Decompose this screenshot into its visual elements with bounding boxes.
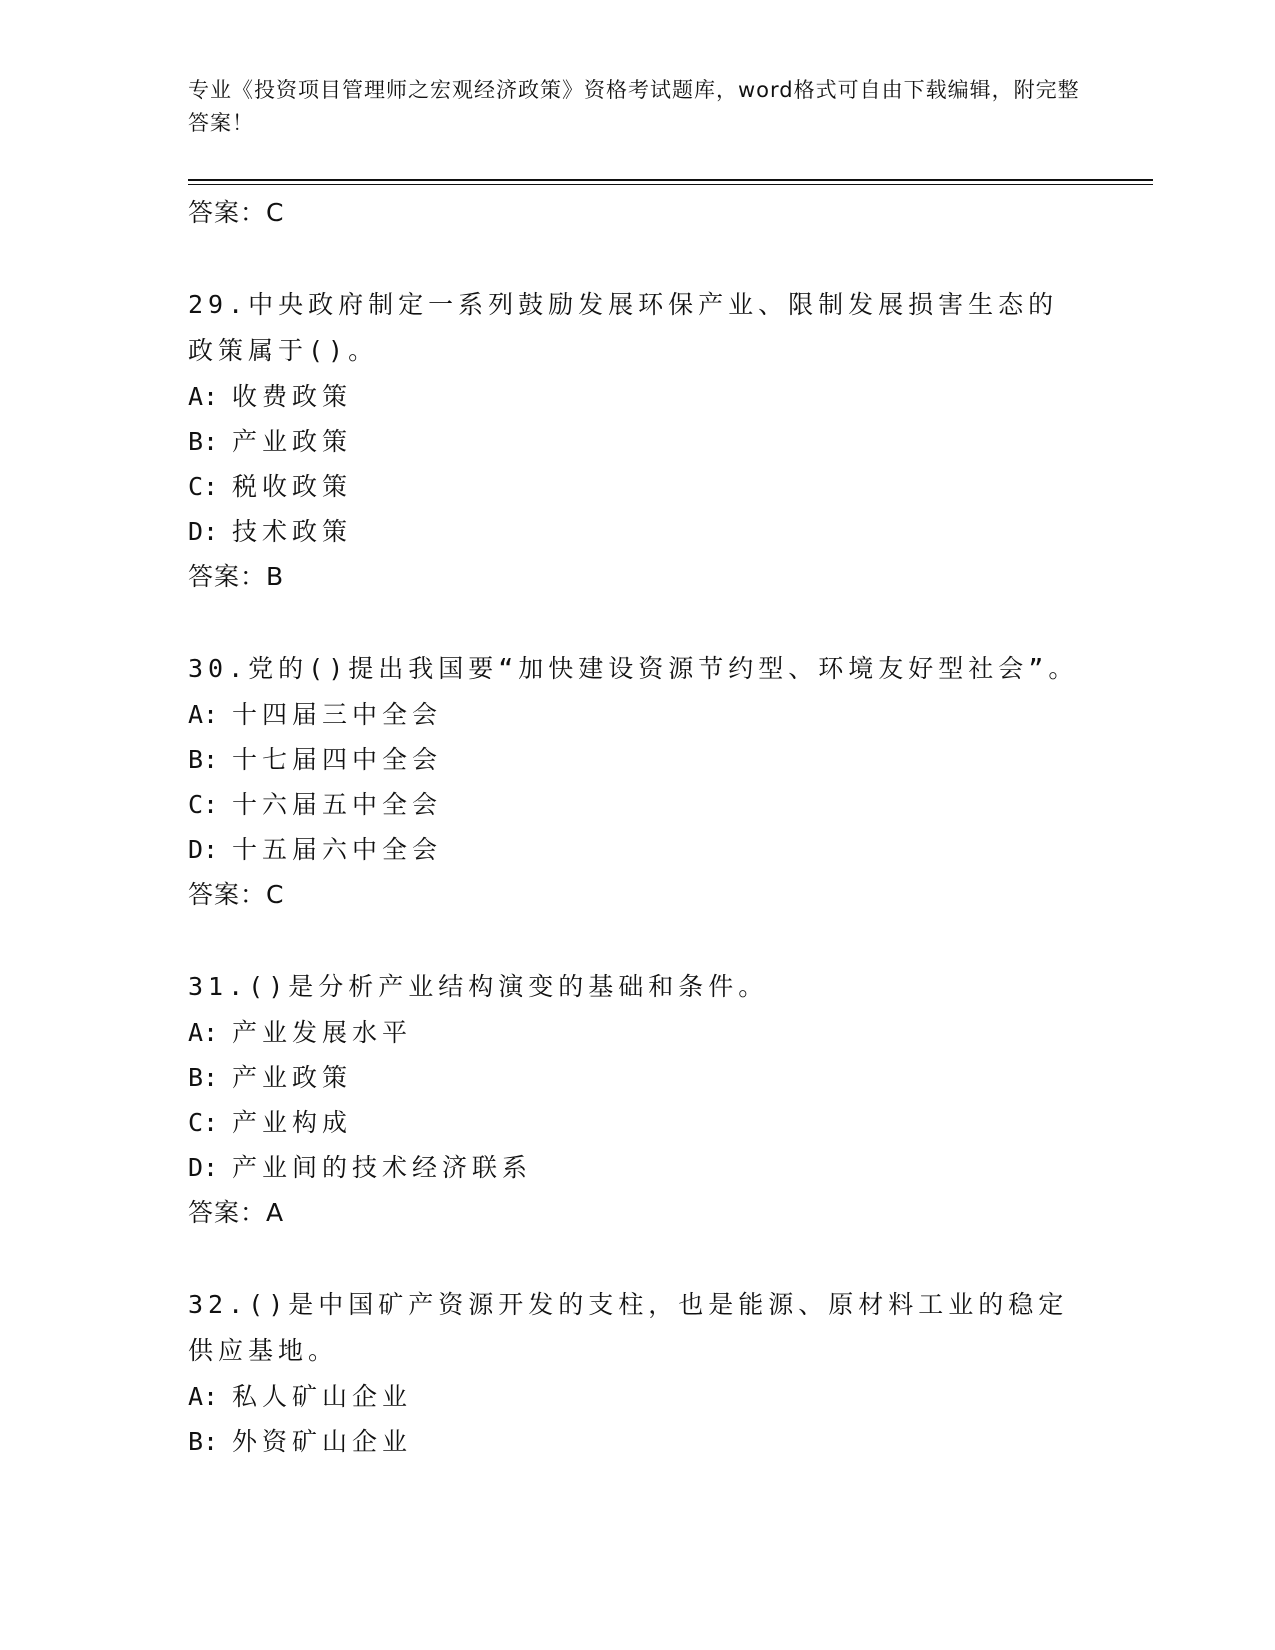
page-header-text: 专业《投资项目管理师之宏观经济政策》资格考试题库，word格式可自由下载编辑，附完整答案！ <box>188 78 1080 135</box>
option-text: 十六届五中全会 <box>232 790 443 819</box>
option-letter: A: <box>188 700 219 729</box>
question-number: 30. <box>188 654 249 683</box>
header-rule-thin <box>188 184 1153 185</box>
answer-value: C <box>266 880 285 909</box>
answer-value: A <box>266 1198 285 1227</box>
option-text: 税收政策 <box>232 472 353 501</box>
answer-line <box>188 1190 1088 1236</box>
option-text: 外资矿山企业 <box>232 1427 413 1456</box>
option-letter: B: <box>188 427 219 456</box>
option-letter: A: <box>188 382 219 411</box>
option-text: 产业发展水平 <box>232 1018 413 1047</box>
question-number: 31. <box>188 972 249 1001</box>
header-rule-thick <box>188 179 1153 181</box>
option-a <box>188 374 1088 419</box>
question-29 <box>188 282 1088 374</box>
option-b <box>188 1419 1088 1464</box>
option-d <box>188 1145 1088 1190</box>
question-text: ()是分析产业结构演变的基础和条件。 <box>248 972 769 1001</box>
answer-value: B <box>266 562 285 591</box>
answer-value: C <box>266 198 285 227</box>
option-b <box>188 1055 1088 1100</box>
question-text: 党的()提出我国要“加快建设资源节约型、环境友好型社会”。 <box>248 654 1079 683</box>
option-c <box>188 1100 1088 1145</box>
option-text: 技术政策 <box>232 517 353 546</box>
option-letter: A: <box>188 1382 219 1411</box>
answer-label: 答案： <box>188 880 267 909</box>
option-letter: C: <box>188 1108 219 1137</box>
option-text: 产业构成 <box>232 1108 353 1137</box>
option-text: 私人矿山企业 <box>232 1382 413 1411</box>
option-text: 产业政策 <box>232 1063 353 1092</box>
question-32 <box>188 1282 1088 1374</box>
answer-label: 答案： <box>188 1198 267 1227</box>
question-text: 中央政府制定一系列鼓励发展环保产业、限制发展损害生态的政策属于()。 <box>188 290 1059 365</box>
option-b <box>188 737 1088 782</box>
question-31 <box>188 964 1088 1010</box>
question-30 <box>188 646 1088 692</box>
option-letter: A: <box>188 1018 219 1047</box>
option-letter: D: <box>188 1153 219 1182</box>
answer-line <box>188 554 1088 600</box>
option-a <box>188 1010 1088 1055</box>
option-d <box>188 827 1088 872</box>
answer-line <box>188 872 1088 918</box>
option-text: 收费政策 <box>232 382 353 411</box>
option-text: 十七届四中全会 <box>232 745 443 774</box>
document-body <box>188 190 1088 1464</box>
option-d <box>188 509 1088 554</box>
option-text: 产业间的技术经济联系 <box>232 1153 533 1182</box>
option-text: 产业政策 <box>232 427 353 456</box>
answer-label: 答案： <box>188 562 267 591</box>
answer-label: 答案： <box>188 198 267 227</box>
option-a <box>188 692 1088 737</box>
option-c <box>188 464 1088 509</box>
question-number: 29. <box>188 290 249 319</box>
option-text: 十五届六中全会 <box>232 835 443 864</box>
option-b <box>188 419 1088 464</box>
option-letter: B: <box>188 745 219 774</box>
option-a <box>188 1374 1088 1419</box>
option-letter: C: <box>188 790 219 819</box>
option-letter: D: <box>188 517 219 546</box>
answer-line <box>188 190 1088 236</box>
option-c <box>188 782 1088 827</box>
option-letter: C: <box>188 472 219 501</box>
question-text: ()是中国矿产资源开发的支柱，也是能源、原材料工业的稳定供应基地。 <box>188 1290 1069 1365</box>
option-letter: D: <box>188 835 219 864</box>
option-letter: B: <box>188 1063 219 1092</box>
option-text: 十四届三中全会 <box>232 700 443 729</box>
question-number: 32. <box>188 1290 249 1319</box>
option-letter: B: <box>188 1427 219 1456</box>
